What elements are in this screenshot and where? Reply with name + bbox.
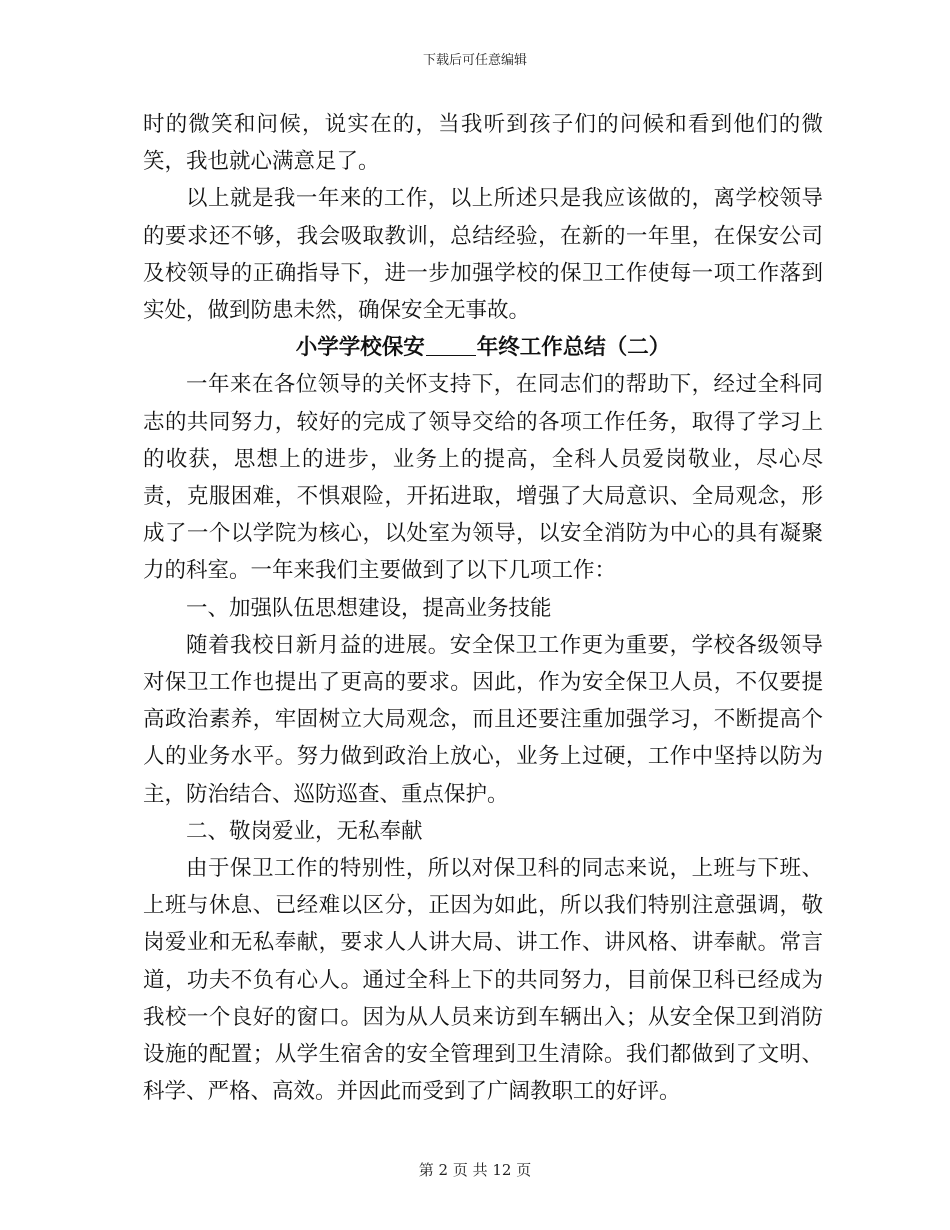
section-title: [143, 329, 823, 366]
title-blank-line: [426, 334, 476, 357]
paragraph-team-building: 随着我校日新月益的进展。安全保卫工作更为重要，学校各级领导对保卫工作也提出了更高的要求。因此，作为安全保卫人员，不仅要提高政治素养，牢固树立大局观念，而且还要注重加强学习，不断提高个人的业务水平。努力做到政治上放心，业务上过硬，工作中坚持以防为主，防治结合、巡防巡查、重点保护。: [143, 632, 823, 807]
page-header: 下载后可任意编辑: [422, 53, 527, 68]
heading-two: 二、敬岗爱业，无私奉献: [186, 818, 423, 844]
document-body: [143, 106, 823, 1110]
heading-one: 一、加强队伍思想建设，提高业务技能: [186, 595, 552, 621]
paragraph-intro: 一年来在各位领导的关怀支持下，在同志们的帮助下，经过全科同志的共同努力，较好的完成了领导交给的各项工作任务，取得了学习上的收获，思想上的进步，业务上的提高，全科人员爱岗敬业，尽心尽责，克服困难，不惧艰险，开拓进取，增强了大局意识、全局观念，形成了一个以学院为核心，以处室为领导，以安全消防为中心的具有凝聚力的科室。一年来我们主要做到了以下几项工作：: [143, 372, 823, 584]
title-part-1: 小学学校保安: [295, 335, 425, 361]
page-footer: 第 2 页 共 12 页: [418, 1161, 532, 1179]
title-part-2: 年终工作总结（二）: [476, 335, 671, 361]
paragraph-dedication: 由于保卫工作的特别性，所以对保卫科的同志来说，上班与下班、上班与休息、已经难以区分，正因为如此，所以我们特别注意强调，敬岗爱业和无私奉献，要求人人讲大局、讲工作、讲风格、讲奉献。常言道，功夫不负有心人。通过全科上下的共同努力，目前保卫科已经成为我校一个良好的窗口。因为从人员来访到车辆出入；从安全保卫到消防设施的配置；从学生宿舍的安全管理到卫生清除。我们都做到了文明、科学、严格、高效。并因此而受到了广阔教职工的好评。: [143, 856, 823, 1105]
paragraph-continuation: 时的微笑和问候，说实在的，当我听到孩子们的问候和看到他们的微笑，我也就心满意足了。: [143, 112, 823, 175]
paragraph-summary: 以上就是我一年来的工作，以上所述只是我应该做的，离学校领导的要求还不够，我会吸取教训，总结经验，在新的一年里，在保安公司及校领导的正确指导下，进一步加强学校的保卫工作使每一项工作落到实处，做到防患未然，确保安全无事故。: [143, 186, 823, 324]
